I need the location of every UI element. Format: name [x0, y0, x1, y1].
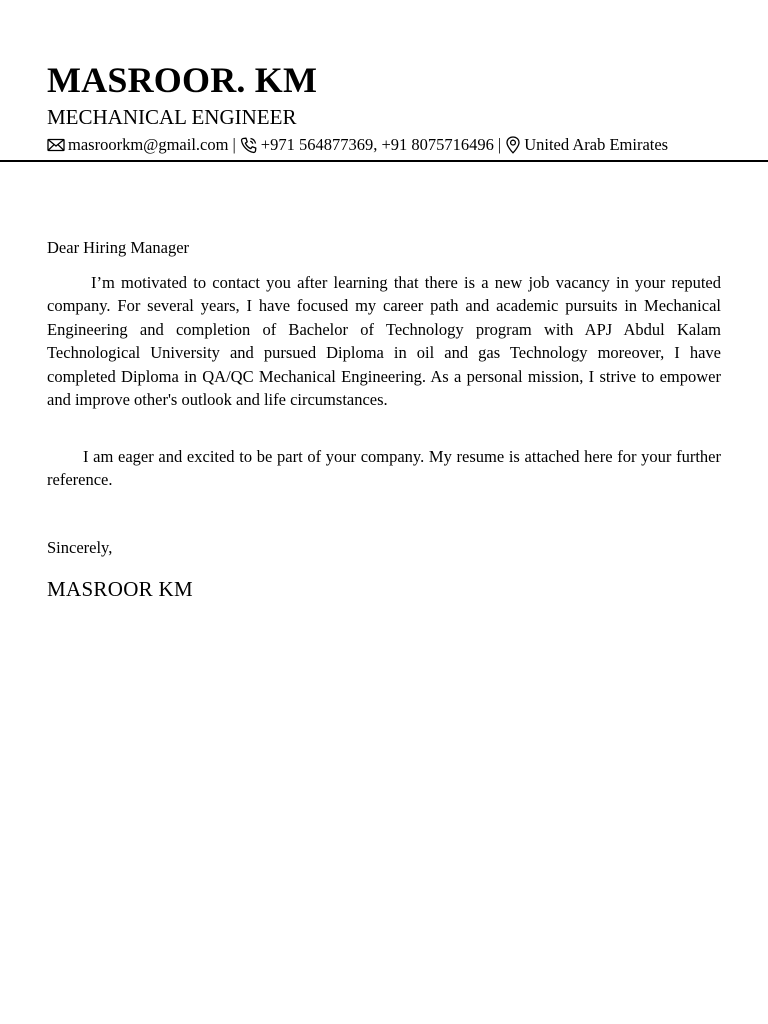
salutation: Dear Hiring Manager	[47, 238, 190, 257]
phone-icon	[240, 137, 258, 154]
contact-separator: |	[232, 135, 236, 154]
mail-icon	[47, 138, 65, 152]
contact-separator: |	[497, 135, 502, 154]
letter-body	[47, 236, 721, 602]
applicant-name: MASROOR. KM	[47, 60, 318, 100]
location-pin-icon	[505, 136, 521, 154]
header-divider	[0, 160, 768, 162]
location-text: United Arab Emirates	[524, 135, 669, 154]
job-title: MECHANICAL ENGINEER	[47, 105, 297, 129]
closing: Sincerely,	[47, 537, 113, 557]
phone-numbers[interactable]: +971 564877369, +91 8075716496	[260, 135, 494, 154]
signature-name: MASROOR KM	[47, 576, 193, 601]
email-link[interactable]: masroorkm@gmail.com	[68, 135, 229, 154]
letterhead	[47, 58, 737, 156]
body-paragraph: I am eager and excited to be part of your company. My resume is attached here for your further reference.	[47, 446, 721, 489]
contact-line	[47, 134, 737, 156]
body-paragraph: I’m motivated to contact you after learning that there is a new job vacancy in your reputed company. For several years, I have focused my career path and academic pursuits in Mechanical Engineering and completion of Bachelor of Technology program with APJ Abdul Kalam Technological University and pursued Diploma in oil and gas Technology moreover, I have completed Diploma in QA/QC Mechanical Engineering. As a personal mission, I strive to empower and improve other's outlook and life circumstances.	[47, 272, 721, 409]
